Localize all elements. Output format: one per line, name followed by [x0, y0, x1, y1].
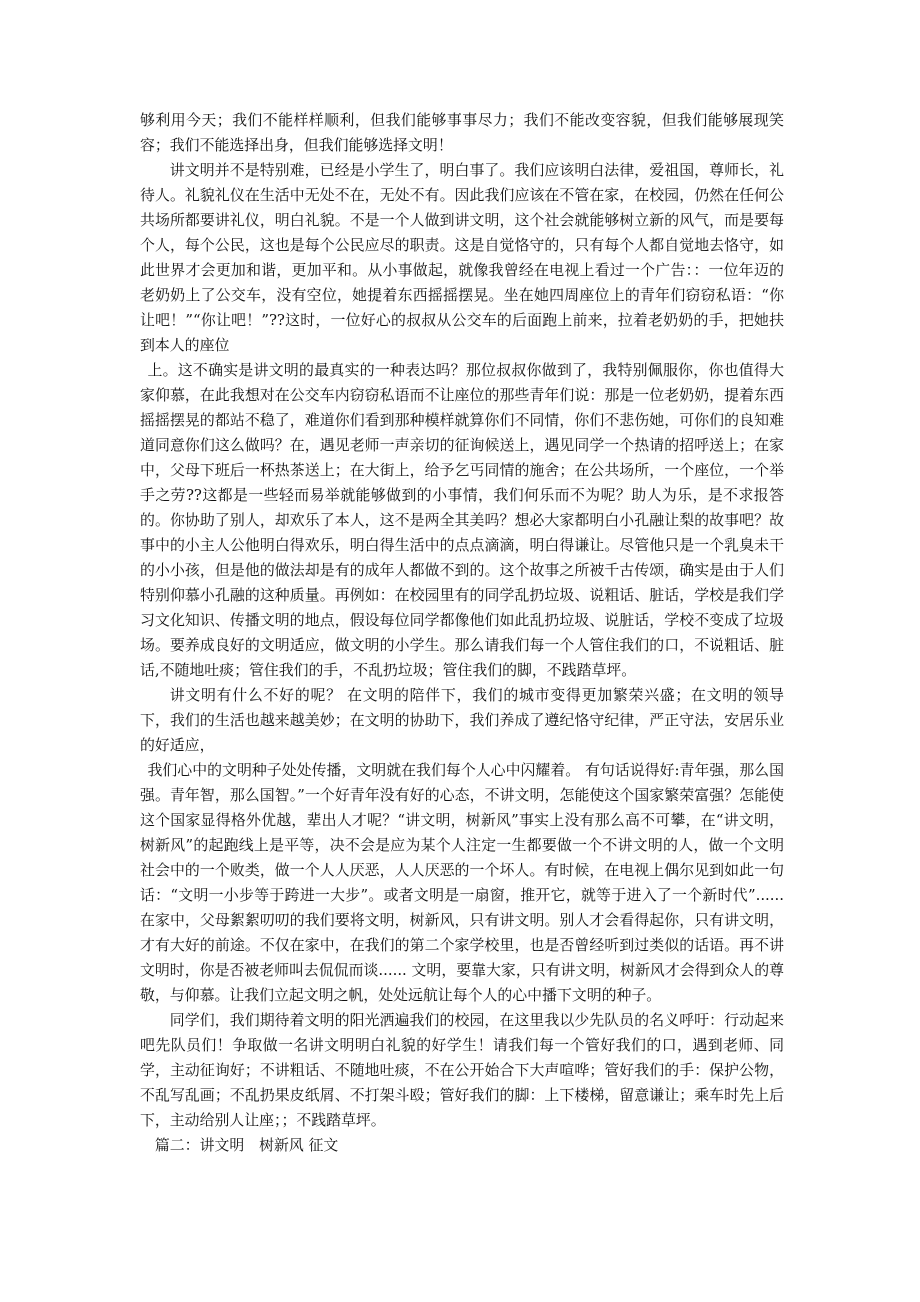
paragraph-1: 够利用今天；我们不能样样顺利，但我们能够事事尽力；我们不能改变容貌，但我们能够展现笑容；我们不能选择出身，但我们能够选择文明！: [140, 111, 784, 154]
document-body: [140, 108, 784, 1158]
paragraph-3: 上。这不确实是讲文明的最真实的一种表达吗？那位叔叔你做到了，我特别佩服你，你也值得大家仰慕，在此我想对在公交车内窃窃私语而不让座位的那些青年们说：那是一位老奶奶，提着东西摇摇摆晃的都站不稳了，难道你们看到那种模样就算你们不同情，你们不悲伤她，可你们的良知难道同意你们这么做吗？在，遇见老师一声亲切的征询候送上，遇见同学一个热请的招呼送上；在家中，父母下班后一杯热茶送上；在大街上，给予乞丐同情的施舍；在公共场所，一个座位，一个举手之劳??这都是一些轻而易举就能够做到的小事情，我们何乐而不为呢？助人为乐，是不求报答的。你协助了别人，却欢乐了本人，这不是两全其美吗？想必大家都明白小孔融让梨的故事吧？故事中的小主人公他明白得欢乐，明白得生活中的点点滴滴，明白得谦让。尽管他只是一个乳臭未干的小小孩，但是他的做法却是有的成年人都做不到的。这个故事之所被千古传颂，确实是由于人们特别仰慕小孔融的这种质量。再例如：在校园里有的同学乱扔垃圾、说粗话、脏话，学校是我们学习文化知识、传播文明的地点，假设每位同学都像他们如此乱扔垃圾、说脏话，学校不变成了垃圾场。要养成良好的文明适应，做文明的小学生。那么请我们每一个人管住我们的口，不说粗话、脏话,不随地吐痰；管住我们的手，不乱扔垃圾；管住我们的脚，不践踏草坪。: [140, 361, 784, 679]
section-heading: 篇二：讲文明 树新风 征文: [154, 1136, 339, 1154]
paragraph-4: 讲文明有什么不好的呢？ 在文明的陪伴下，我们的城市变得更加繁荣兴盛；在文明的领导下，我们的生活也越来越美妙；在文明的协助下，我们养成了遵纪恪守纪律，严正守法，安居乐业的好适应，: [140, 686, 784, 754]
paragraph-5: 我们心中的文明种子处处传播，文明就在我们每个人心中闪耀着。 有句话说得好:青年强，那么国强。青年智，那么国智。”一个好青年没有好的心态，不讲文明，怎能使这个国家繁荣富强？怎能使这个国家显得格外优越，辈出人才呢？“讲文明，树新风”事实上没有那么高不可攀，在“讲文明，树新风”的起跑线上是平等，决不会是应为某个人注定一生都要做一个不讲文明的人，做一个文明社会中的一个败类，做一个人人厌恶，人人厌恶的一个坏人。有时候，在电视上偶尔见到如此一句话：“文明一小步等于跨进一大步”。或者文明是一扇窗，推开它，就等于进入了一个新时代”...... 在家中，父母絮絮叨叨的我们要将文明，树新风，只有讲文明。别人才会看得起你，只有讲文明，才有大好的前途。不仅在家中，在我们的第二个家学校里，也是否曾经听到过类似的话语。再不讲文明时，你是否被老师叫去侃侃而谈...... 文明，要靠大家，只有讲文明，树新风才会得到众人的尊敬，与仰慕。让我们立起文明之帆，处处远航让每个人的心中播下文明的种子。: [140, 761, 784, 1004]
paragraph-2: 讲文明并不是特别难，已经是小学生了，明白事了。我们应该明白法律，爱祖国，尊师长，礼待人。礼貌礼仪在生活中无处不在，无处不有。因此我们应该在不管在家，在校园，仍然在任何公共场所都要讲礼仪，明白礼貌。不是一个人做到讲文明，这个社会就能够树立新的风气，而是要每个人，每个公民，这也是每个公民应尽的职责。这是自觉恪守的，只有每个人都自觉地去恪守，如此世界才会更加和谐，更加平和。从小事做起，就像我曾经在电视上看过一个广告：：一位年迈的老奶奶上了公交车，没有空位，她提着东西摇摇摆晃。坐在她四周座位上的青年们窃窃私语：“你让吧！”“你让吧！”??这时，一位好心的叔叔从公交车的后面跑上前来，拉着老奶奶的手，把她扶到本人的座位: [140, 161, 784, 354]
paragraph-6: 同学们，我们期待着文明的阳光洒遍我们的校园，在这里我以少先队员的名义呼吁：行动起来吧先队员们！争取做一名讲文明明白礼貌的好学生！请我们每一个管好我们的口，遇到老师、同学，主动征询好；不讲粗话、不随地吐痰，不在公开始合下大声喧哗；管好我们的手：保护公物，不乱写乱画；不乱扔果皮纸屑、不打架斗殴；管好我们的脚：上下楼梯，留意谦让；乘车时先上后下，主动给别人让座；；不践踏草坪。: [140, 1011, 784, 1129]
